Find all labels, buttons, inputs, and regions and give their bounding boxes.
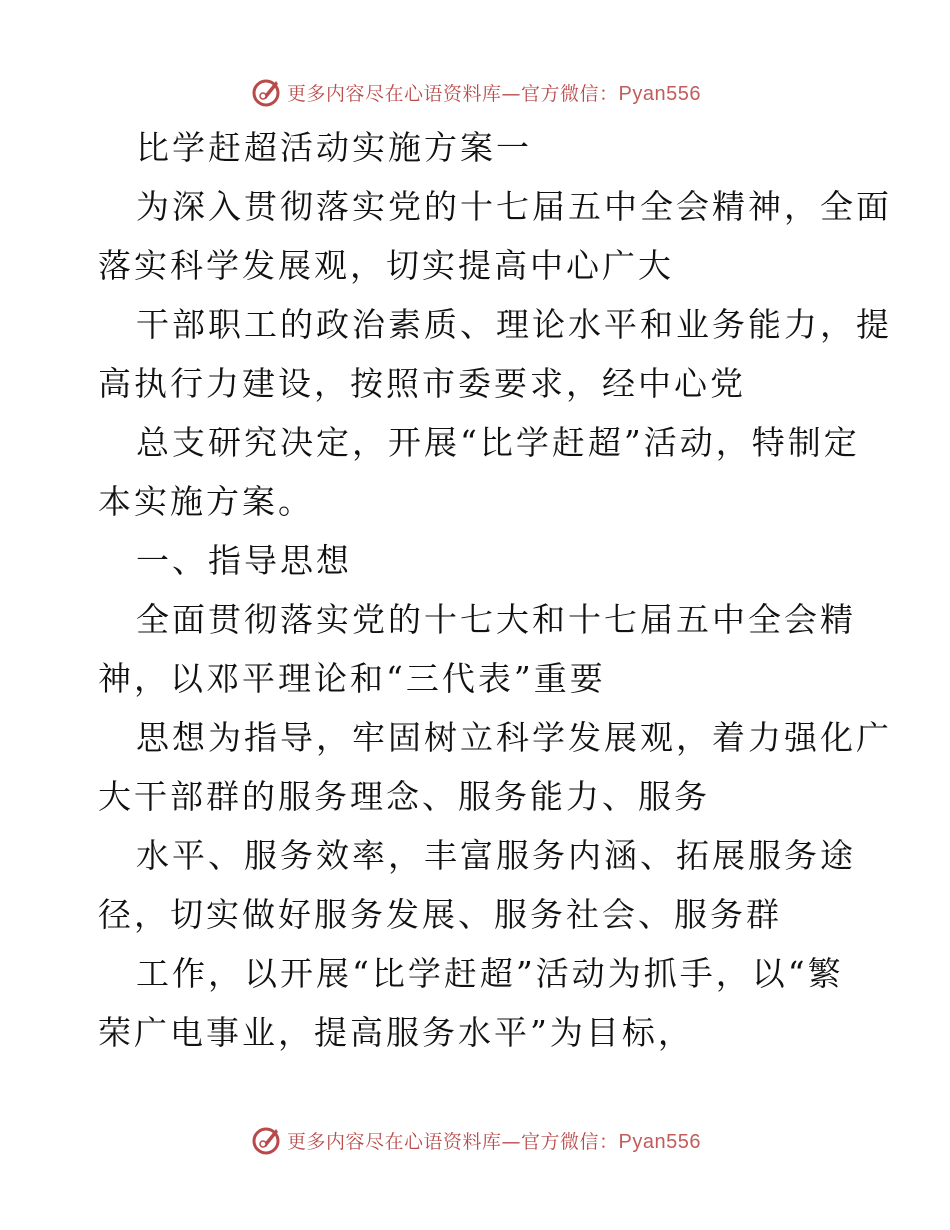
watermark-label: 更多内容尽在心语资料库—官方微信： <box>287 1130 619 1153</box>
paragraph-line: 荣广电事业，提高服务水平”为目标， <box>98 1013 694 1052</box>
section-heading: 一、指导思想 <box>136 541 352 580</box>
paragraph-line: 为深入贯彻落实党的十七届五中全会精神，全面 <box>136 187 892 226</box>
paragraph-line: 本实施方案。 <box>98 482 314 521</box>
paragraph-line: 思想为指导，牢固树立科学发展观，着力强化广 <box>136 718 892 757</box>
paragraph-line: 高执行力建设，按照市委要求，经中心党 <box>98 364 746 403</box>
watermark-id: Pyan556 <box>618 1130 701 1153</box>
paragraph-line: 径，切实做好服务发展、服务社会、服务群 <box>98 895 782 934</box>
paragraph-line: 干部职工的政治素质、理论水平和业务能力，提 <box>136 305 892 344</box>
paragraph-line: 工作，以开展“比学赶超”活动为抓手，以“繁 <box>136 954 844 993</box>
paragraph-line: 落实科学发展观，切实提高中心广大 <box>98 246 674 285</box>
paragraph-line: 总支研究决定，开展“比学赶超”活动，特制定 <box>136 423 860 462</box>
watermark-text <box>287 1127 701 1154</box>
paragraph-line: 全面贯彻落实党的十七大和十七届五中全会精 <box>136 600 856 639</box>
watermark-label: 更多内容尽在心语资料库—官方微信： <box>287 82 619 105</box>
document-body <box>98 118 892 1062</box>
document-title: 比学赶超活动实施方案一 <box>136 128 532 167</box>
paragraph-line: 大干部群的服务理念、服务能力、服务 <box>98 777 710 816</box>
quill-circle-icon <box>249 1123 283 1157</box>
quill-circle-icon <box>249 75 283 109</box>
paragraph-line: 神，以邓平理论和“三代表”重要 <box>98 659 606 698</box>
watermark-text <box>287 79 701 106</box>
paragraph-line: 水平、服务效率，丰富服务内涵、拓展服务途 <box>136 836 856 875</box>
watermark-id: Pyan556 <box>618 82 701 105</box>
watermark-bottom <box>0 1120 950 1160</box>
watermark-top <box>0 72 950 112</box>
